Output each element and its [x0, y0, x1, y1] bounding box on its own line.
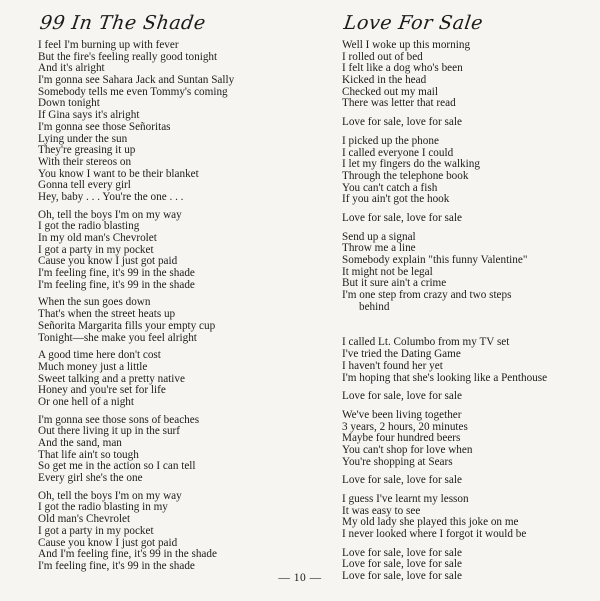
lyric-line: I've tried the Dating Game — [342, 348, 461, 361]
lyric-line: Love for sale, love for sale — [342, 570, 462, 583]
lyric-line: I got a party in my pocket — [38, 243, 154, 256]
lyric-line: You know I want to be their blanket — [38, 167, 199, 180]
lyric-line: I feel I'm burning up with fever — [38, 39, 179, 51]
lyric-line: I'm hoping that she's looking like a Penthouse — [342, 371, 548, 384]
lyric-line: Every girl she's the one — [38, 472, 143, 485]
lyric-line: Honey and you're set for life — [38, 384, 166, 397]
lyrics-right — [342, 40, 547, 583]
lyric-line: Love for sale, love for sale — [342, 474, 462, 487]
song-title-right: Love For Sale — [342, 12, 485, 34]
lyric-line: And I'm feeling fine, it's 99 in the shade — [38, 548, 217, 561]
lyric-line: I'm feeling fine, it's 99 in the shade — [38, 278, 195, 291]
lyric-line: I called everyone I could — [342, 146, 454, 159]
lyric-line: You can't catch a fish — [342, 181, 438, 194]
lyric-line: Checked out my mail — [342, 85, 439, 98]
lyric-line: I felt like a dog who's been — [342, 62, 463, 75]
lyric-line: In my old man's Chevrolet — [38, 232, 157, 244]
lyric-line: I guess I've learnt my lesson — [342, 493, 469, 505]
lyric-line: It was easy to see — [342, 504, 421, 517]
lyric-line: Love for sale, love for sale — [342, 211, 462, 224]
lyric-line: That life ain't so tough — [38, 448, 139, 461]
lyric-line: Lying under the sun — [38, 132, 128, 145]
lyric-line: Out there living it up in the surf — [38, 425, 180, 438]
lyric-line: Throw me a line — [342, 242, 416, 255]
lyric-line: Somebody explain "this funny Valentine" — [342, 254, 528, 266]
lyric-line: Old man's Chevrolet — [38, 513, 131, 526]
lyric-line: Oh, tell the boys I'm on my way — [38, 489, 182, 502]
lyric-line: I never looked where I forgot it would be — [342, 528, 527, 541]
lyric-line: Oh, tell the boys I'm on my way — [38, 208, 182, 221]
lyric-line: I'm feeling fine, it's 99 in the shade — [38, 267, 195, 280]
lyric-line: If Gina says it's alright — [38, 109, 140, 122]
lyric-line: Much money just a little — [38, 360, 148, 373]
lyric-line: Somebody tells me even Tommy's coming — [38, 85, 228, 98]
lyric-line: A good time here don't cost — [38, 349, 161, 362]
lyric-line: Love for sale, love for sale — [342, 390, 462, 403]
lyric-line: But it sure ain't a crime — [342, 277, 447, 290]
lyric-line: I got the radio blasting — [38, 220, 140, 233]
lyric-line: We've been living together — [342, 408, 462, 421]
lyric-line: Or one hell of a night — [38, 395, 135, 408]
lyric-line: Cause you know I just got paid — [38, 536, 178, 549]
lyric-line: With their stereos on — [38, 155, 132, 168]
lyric-line: I'm gonna see those sons of beaches — [38, 413, 200, 426]
lyric-line: I'm gonna see those Señoritas — [38, 120, 171, 133]
lyric-line: Maybe four hundred beers — [342, 432, 461, 445]
lyric-line: I haven't found her yet — [342, 359, 443, 372]
lyric-line: There was letter that read — [342, 97, 456, 110]
lyric-line: Señorita Margarita fills your empty cup — [38, 319, 216, 332]
stanza-gap — [342, 313, 547, 337]
lyric-line: So get me in the action so I can tell — [38, 460, 196, 473]
lyric-line: And it's alright — [38, 62, 105, 75]
lyric-line: Tonight—she make you feel alright — [38, 331, 197, 344]
lyric-line: Kicked in the head — [342, 74, 427, 87]
lyric-line: Well I woke up this morning — [342, 39, 471, 51]
lyric-line: I rolled out of bed — [342, 50, 423, 63]
lyric-line: Love for sale, love for sale — [342, 558, 462, 571]
lyric-line: I got a party in my pocket — [38, 524, 154, 537]
lyric-line: You can't shop for love when — [342, 443, 473, 456]
lyrics-left — [38, 40, 234, 573]
song-title-left: 99 In The Shade — [38, 12, 208, 34]
lyric-line: I let my fingers do the walking — [342, 158, 480, 171]
lyric-line: I'm feeling fine, it's 99 in the shade — [38, 559, 195, 572]
lyric-line: Gonna tell every girl — [38, 179, 131, 192]
lyric-line: Send up a signal — [342, 230, 416, 243]
lyric-line: My old lady she played this joke on me — [342, 516, 519, 529]
lyric-line: I'm gonna see Sahara Jack and Suntan Sally — [38, 74, 235, 87]
lyric-line: You're shopping at Sears — [342, 455, 453, 468]
lyric-line: When the sun goes down — [38, 296, 151, 309]
lyric-line: It might not be legal — [342, 265, 433, 278]
lyric-line: And the sand, man — [38, 437, 122, 449]
lyric-line: I called Lt. Columbo from my TV set — [342, 336, 510, 349]
lyric-line: Love for sale, love for sale — [342, 546, 462, 559]
lyric-line: Down tonight — [38, 97, 100, 110]
lyric-line: I picked up the phone — [342, 134, 439, 147]
lyric-line: Hey, baby . . . You're the one . . . — [38, 190, 184, 203]
lyric-line: Through the telephone book — [342, 169, 469, 182]
lyric-line: I'm one step from crazy and two steps — [342, 289, 512, 302]
lyric-line: Love for sale, love for sale — [342, 116, 462, 129]
lyric-line: Cause you know I just got paid — [38, 255, 178, 268]
lyric-line: behind — [359, 300, 390, 313]
page-number: — 10 — — [278, 572, 322, 584]
lyric-line: They're greasing it up — [38, 144, 136, 157]
lyric-line: If you ain't got the hook — [342, 193, 450, 206]
lyric-line: That's when the street heats up — [38, 308, 176, 321]
lyric-line: I got the radio blasting in my — [38, 501, 168, 514]
lyric-line: But the fire's feeling really good tonight — [38, 50, 218, 63]
lyric-line: 3 years, 2 hours, 20 minutes — [342, 420, 468, 433]
lyric-line: Sweet talking and a pretty native — [38, 372, 185, 385]
